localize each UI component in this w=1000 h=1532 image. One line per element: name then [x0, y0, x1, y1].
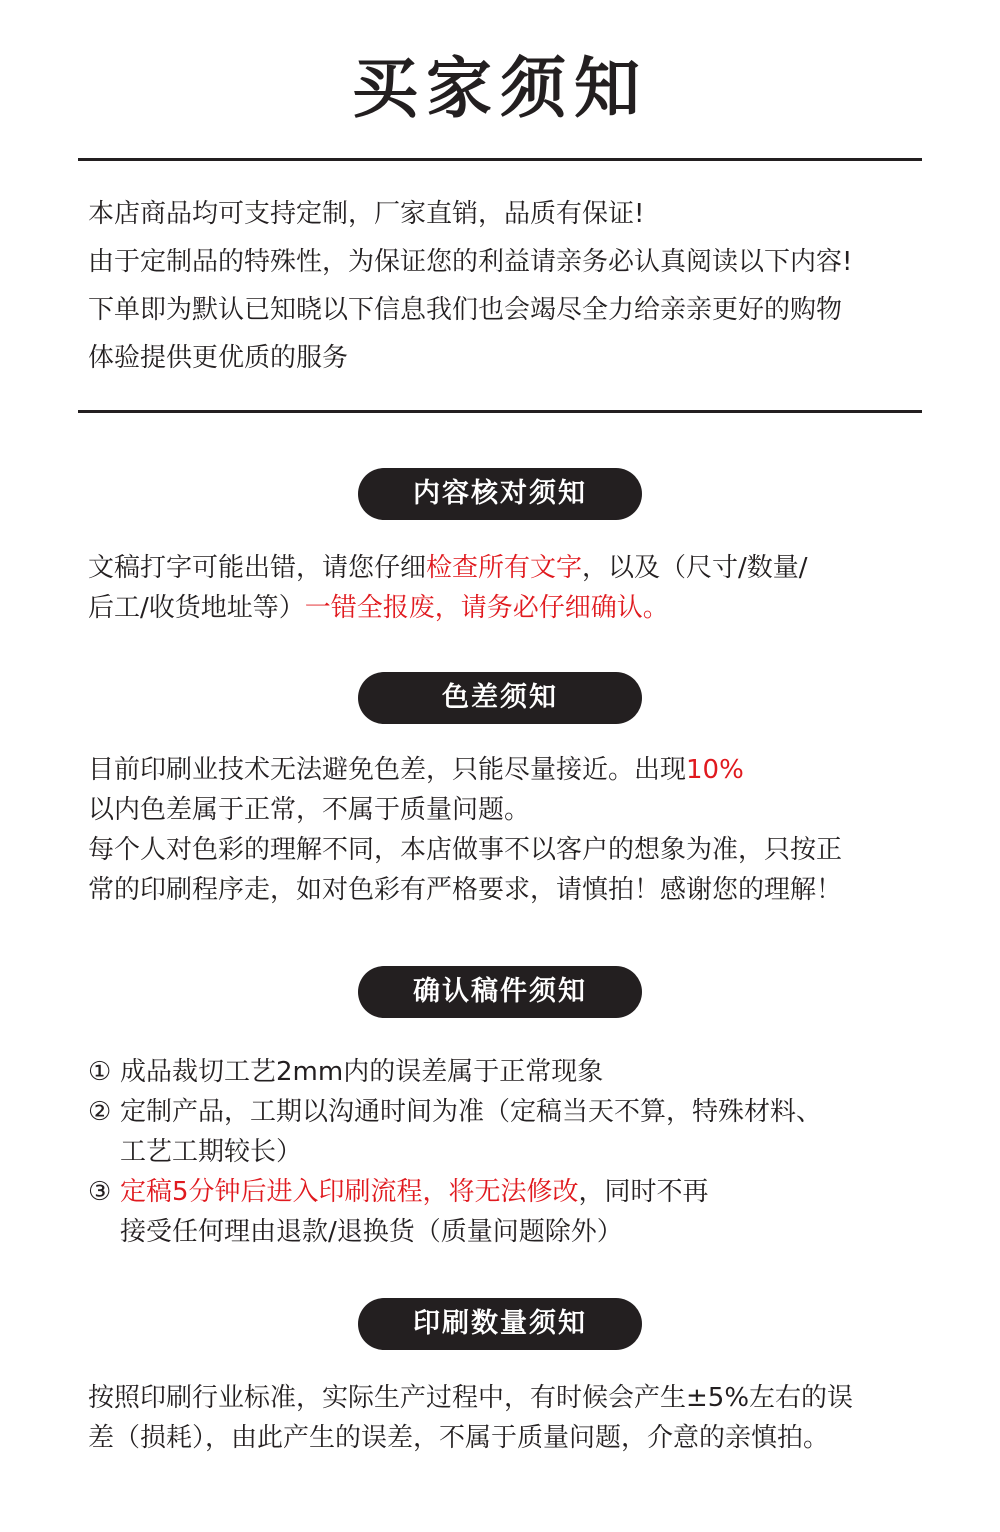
divider-top [78, 158, 922, 161]
item-continuation: 工艺工期较长） [120, 1137, 303, 1167]
color-diff-line: 以内色差属于正常，不属于质量问题。 [88, 795, 531, 825]
color-diff-line: 常的印刷程序走，如对色彩有严格要求，请慎拍！感谢您的理解！ [88, 875, 843, 905]
highlight-text: 一错全报废，请务必仔细确认。 [304, 593, 669, 623]
content-check-line [88, 588, 928, 628]
section-heading-content-check: 内容核对须知 [358, 468, 642, 520]
item-continuation: 接受任何理由退款/退换货（质量问题除外） [120, 1217, 623, 1247]
text-run: 后工/收货地址等） [88, 593, 305, 623]
item-number: ③ [88, 1177, 112, 1207]
content-check-line [88, 548, 928, 588]
intro-line: 下单即为默认已知晓以下信息我们也会竭尽全力给亲亲更好的购物 [88, 295, 843, 325]
section-heading-confirm-draft: 确认稿件须知 [358, 966, 642, 1018]
print-quantity-line: 按照印刷行业标准，实际生产过程中，有时候会产生±5%左右的误 [88, 1383, 854, 1413]
intro-line: 由于定制品的特殊性，为保证您的利益请亲务必认真阅读以下内容! [88, 247, 853, 277]
intro-line: 本店商品均可支持定制，厂家直销，品质有保证! [88, 199, 645, 229]
section-heading-print-quantity: 印刷数量须知 [358, 1298, 642, 1350]
item-text [120, 1172, 709, 1212]
confirm-draft-list [88, 1052, 928, 1252]
text-run: ，以及（尺寸/数量/ [582, 553, 808, 583]
text-run: 文稿打字可能出错，请您仔细 [88, 553, 427, 583]
list-item [88, 1092, 928, 1132]
item-text: 定制产品，工期以沟通时间为准（定稿当天不算，特殊材料、 [120, 1097, 823, 1127]
list-item [88, 1052, 928, 1092]
highlight-text: 定稿5分钟后进入印刷流程，将无法修改 [120, 1177, 579, 1207]
color-diff-text [88, 750, 928, 910]
text-run: 目前印刷业技术无法避免色差，只能尽量接近。出现 [88, 755, 687, 785]
page-title: 买家须知 [352, 50, 648, 127]
item-text: 成品裁切工艺2mm内的误差属于正常现象 [120, 1057, 604, 1087]
intro-text [88, 190, 928, 382]
list-item [88, 1172, 928, 1212]
intro-line: 体验提供更优质的服务 [88, 343, 349, 373]
item-number: ② [88, 1097, 112, 1127]
item-number: ① [88, 1057, 112, 1087]
highlight-text: 检查所有文字 [426, 553, 583, 583]
color-diff-line: 每个人对色彩的理解不同，本店做事不以客户的想象为准，只按正 [88, 835, 843, 865]
section-heading-color-diff: 色差须知 [358, 672, 642, 724]
color-diff-line [88, 750, 928, 790]
print-quantity-text [88, 1378, 928, 1458]
print-quantity-line: 差（损耗），由此产生的误差，不属于质量问题，介意的亲慎拍。 [88, 1423, 830, 1453]
text-run: ，同时不再 [578, 1177, 709, 1207]
highlight-text: 10% [686, 755, 744, 785]
divider-intro [78, 410, 922, 413]
content-check-text [88, 548, 928, 628]
